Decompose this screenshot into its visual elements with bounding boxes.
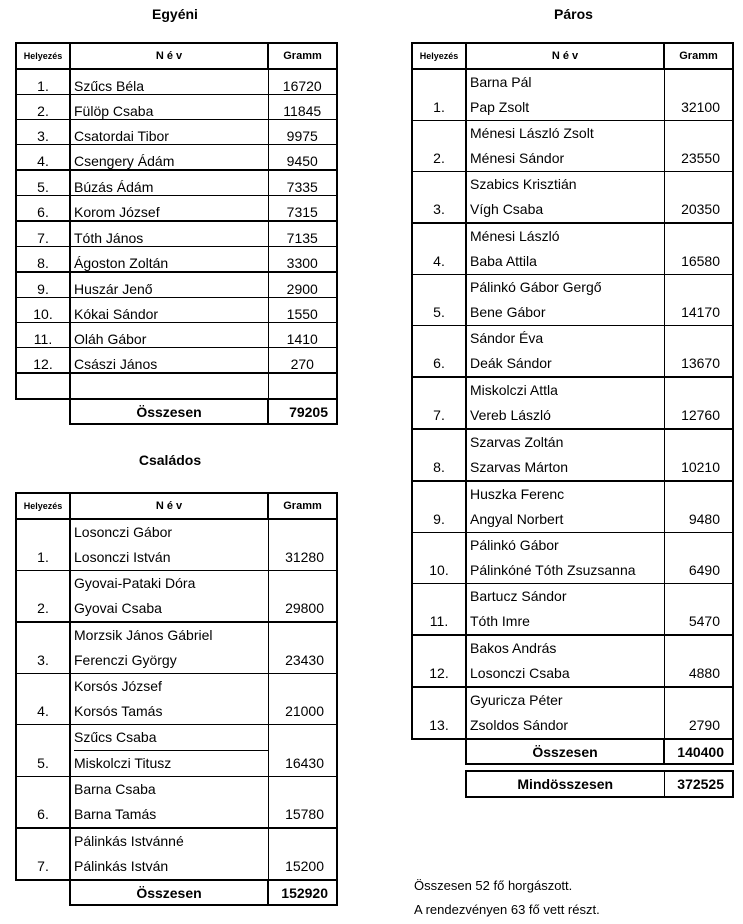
name-line-1: Pálinkó Gábor [470, 537, 559, 553]
name-line-1: Barna Pál [470, 74, 532, 90]
name-cell: Kókai Sándor [70, 298, 268, 323]
rank-cell: 10. [412, 533, 466, 584]
name-line-2: Vereb László [470, 407, 551, 423]
total-spacer [412, 739, 466, 764]
rank-cell: 6. [16, 777, 70, 829]
rank-cell: 4. [16, 674, 70, 725]
name-cell [466, 223, 664, 275]
rank-cell: 7. [412, 377, 466, 429]
name-line-1: Gyovai-Pataki Dóra [74, 575, 196, 591]
table-row [412, 687, 733, 739]
table-row [16, 272, 337, 298]
name-line-1: Pálinkó Gábor Gergő [470, 279, 602, 295]
table-row [16, 196, 337, 222]
name-cell [466, 172, 664, 224]
name-line-2: Angyal Norbert [470, 511, 564, 527]
rank-cell: 4. [412, 223, 466, 275]
name-cell [70, 373, 268, 399]
table-row [16, 828, 337, 880]
table-row [412, 69, 733, 121]
total-value: 79205 [268, 399, 337, 424]
name-cell [466, 275, 664, 326]
name-line-1: Ménesi László [470, 228, 560, 244]
gram-cell: 16720 [268, 69, 337, 95]
header-name: N é v [70, 493, 268, 519]
name-line-1: Barna Csaba [74, 781, 156, 797]
rank-cell: 8. [412, 429, 466, 481]
gram-cell: 7335 [268, 170, 337, 196]
egyeni-title: Egyéni [152, 6, 198, 22]
total-spacer [16, 399, 70, 424]
table-row [412, 172, 733, 224]
name-line-2: Pálinkóné Tóth Zsuzsanna [470, 562, 636, 578]
rank-cell: 7. [16, 221, 70, 247]
grand-total-label: Mindösszesen [466, 771, 664, 797]
gram-cell: 3300 [268, 247, 337, 273]
rank-cell: 12. [16, 348, 70, 374]
empty-row [16, 373, 337, 399]
table-row [412, 223, 733, 275]
total-label: Összesen [70, 399, 268, 424]
table-row [16, 95, 337, 120]
name-cell [70, 571, 268, 623]
name-cell [466, 635, 664, 687]
table-row [16, 348, 337, 374]
table-row [16, 323, 337, 348]
total-label: Összesen [70, 880, 268, 905]
name-cell [70, 725, 268, 777]
table-row [412, 377, 733, 429]
name-cell: Szűcs Béla [70, 69, 268, 95]
table-row [412, 326, 733, 378]
table-row [16, 69, 337, 95]
table-row [412, 275, 733, 326]
table-row [16, 221, 337, 247]
name-cell: Huszár Jenő [70, 272, 268, 298]
gram-cell: 9480 [664, 481, 733, 533]
name-line-1: Gyuricza Péter [470, 692, 563, 708]
gram-cell: 9450 [268, 145, 337, 171]
name-line-2: Losonczi Csaba [470, 665, 570, 681]
rank-cell: 5. [16, 725, 70, 777]
name-cell: Korom József [70, 196, 268, 222]
rank-cell: 6. [412, 326, 466, 378]
total-label: Összesen [466, 739, 664, 764]
gram-cell: 12760 [664, 377, 733, 429]
table-row [16, 298, 337, 323]
header-rank: Helyezés [16, 43, 70, 69]
rank-cell: 3. [16, 622, 70, 674]
name-line-1: Bakos András [470, 640, 557, 656]
gram-cell: 29800 [268, 571, 337, 623]
name-line-1: Huszka Ferenc [470, 486, 565, 502]
gram-cell: 15200 [268, 828, 337, 880]
rank-cell: 11. [412, 584, 466, 636]
name-line-1: Sándor Éva [470, 330, 544, 346]
rank-cell: 5. [412, 275, 466, 326]
rank-cell: 13. [412, 687, 466, 739]
name-cell [466, 121, 664, 172]
table-row [16, 120, 337, 145]
name-cell: Ágoston Zoltán [70, 247, 268, 273]
name-line-2: Tóth Imre [470, 613, 530, 629]
table-row [412, 533, 733, 584]
gram-cell: 11845 [268, 95, 337, 120]
gram-cell: 1550 [268, 298, 337, 323]
name-line-2: Korsós Tamás [74, 703, 163, 719]
rank-cell: 3. [412, 172, 466, 224]
name-cell: Csatordai Tibor [70, 120, 268, 145]
rank-cell: 1. [412, 69, 466, 121]
table-header-row [16, 43, 337, 69]
gram-cell: 1410 [268, 323, 337, 348]
table-row [16, 145, 337, 171]
gram-cell: 23550 [664, 121, 733, 172]
name-cell [70, 777, 268, 829]
gram-cell: 7315 [268, 196, 337, 222]
name-line-1: Morzsik János Gábriel [74, 627, 213, 643]
gram-cell: 14170 [664, 275, 733, 326]
rank-cell [16, 373, 70, 399]
gram-cell: 15780 [268, 777, 337, 829]
total-row [412, 739, 733, 764]
grand-total-value: 372525 [664, 771, 733, 797]
gram-cell: 16430 [268, 725, 337, 777]
gram-cell: 32100 [664, 69, 733, 121]
name-line-2: Gyovai Csaba [74, 600, 162, 616]
table-row [16, 622, 337, 674]
rank-cell: 9. [412, 481, 466, 533]
table-row [412, 121, 733, 172]
name-cell: Csengery Ádám [70, 145, 268, 171]
rank-cell: 2. [16, 571, 70, 623]
rank-cell: 2. [412, 121, 466, 172]
table-row [412, 429, 733, 481]
rank-cell: 1. [16, 519, 70, 571]
name-cell: Fülöp Csaba [70, 95, 268, 120]
name-line-2: Pálinkás István [74, 858, 169, 874]
name-cell [466, 326, 664, 378]
rank-cell: 3. [16, 120, 70, 145]
total-row [16, 399, 337, 424]
name-line-1: Bartucz Sándor [470, 588, 567, 604]
name-line-2: Barna Tamás [74, 806, 157, 822]
table-header-row [16, 493, 337, 519]
header-name: N é v [70, 43, 268, 69]
name-cell [466, 584, 664, 636]
total-value: 152920 [268, 880, 337, 905]
paros-table [411, 42, 734, 765]
table-row [412, 635, 733, 687]
name-line-2: Bene Gábor [470, 304, 546, 320]
rank-cell: 1. [16, 69, 70, 95]
name-line-1: Ménesi László Zsolt [470, 125, 594, 141]
table-row [16, 247, 337, 273]
name-line-1: Szarvas Zoltán [470, 434, 564, 450]
grand-total-table [465, 770, 734, 798]
table-row [16, 170, 337, 196]
rank-cell: 12. [412, 635, 466, 687]
gram-cell: 16580 [664, 223, 733, 275]
name-cell: Búzás Ádám [70, 170, 268, 196]
rank-cell: 2. [16, 95, 70, 120]
table-row [16, 725, 337, 777]
gram-cell: 23430 [268, 622, 337, 674]
name-line-1: Szabics Krisztián [470, 176, 577, 192]
name-line-2: Ménesi Sándor [470, 150, 565, 166]
name-cell [466, 481, 664, 533]
csalados-table [15, 492, 338, 906]
gram-cell: 20350 [664, 172, 733, 224]
name-cell [70, 622, 268, 674]
header-rank: Helyezés [16, 493, 70, 519]
gram-cell: 31280 [268, 519, 337, 571]
gram-cell: 4880 [664, 635, 733, 687]
total-spacer [16, 880, 70, 905]
name-cell [70, 674, 268, 725]
name-cell: Császi János [70, 348, 268, 374]
table-row [412, 481, 733, 533]
rank-cell: 8. [16, 247, 70, 273]
gram-cell: 2900 [268, 272, 337, 298]
table-row [16, 571, 337, 623]
rank-cell: 10. [16, 298, 70, 323]
name-cell [466, 429, 664, 481]
gram-cell: 2790 [664, 687, 733, 739]
gram-cell: 270 [268, 348, 337, 374]
table-row [412, 584, 733, 636]
egyeni-table [15, 42, 338, 425]
gram-cell: 6490 [664, 533, 733, 584]
rank-cell: 11. [16, 323, 70, 348]
csalados-title: Családos [138, 452, 202, 468]
header-gram: Gramm [268, 493, 337, 519]
paros-title: Páros [554, 6, 593, 22]
name-cell [70, 828, 268, 880]
note-participants-total: A rendezvényen 63 fő vett részt. [414, 902, 600, 917]
name-cell [70, 519, 268, 571]
name-line-1: Korsós József [74, 678, 162, 694]
name-line-1: Szűcs Csaba [74, 725, 268, 751]
header-gram: Gramm [664, 43, 733, 69]
name-cell: Oláh Gábor [70, 323, 268, 348]
name-line-1: Losonczi Gábor [74, 524, 173, 540]
name-line-1: Pálinkás Istvánné [74, 833, 184, 849]
name-cell [466, 377, 664, 429]
total-row [16, 880, 337, 905]
header-gram: Gramm [268, 43, 337, 69]
gram-cell: 13670 [664, 326, 733, 378]
name-line-2: Losonczi István [74, 549, 171, 565]
name-line-2: Ferenczi György [74, 652, 177, 668]
name-line-2: Baba Attila [470, 253, 537, 269]
name-cell [466, 533, 664, 584]
header-name: N é v [466, 43, 664, 69]
name-cell [466, 687, 664, 739]
name-line-2: Pap Zsolt [470, 99, 530, 115]
table-row [16, 674, 337, 725]
table-header-row [412, 43, 733, 69]
gram-cell: 7135 [268, 221, 337, 247]
name-cell: Tóth János [70, 221, 268, 247]
gram-cell: 10210 [664, 429, 733, 481]
rank-cell: 9. [16, 272, 70, 298]
name-line-2: Deák Sándor [470, 355, 552, 371]
rank-cell: 7. [16, 828, 70, 880]
name-line-1: Miskolczi Attla [470, 382, 558, 398]
gram-cell: 5470 [664, 584, 733, 636]
name-line-2: Szarvas Márton [470, 459, 569, 475]
header-rank: Helyezés [412, 43, 466, 69]
name-line-2: Vígh Csaba [470, 201, 544, 217]
name-line-2: Miskolczi Titusz [74, 755, 172, 771]
name-cell [466, 69, 664, 121]
rank-cell: 4. [16, 145, 70, 171]
gram-cell: 9975 [268, 120, 337, 145]
rank-cell: 6. [16, 196, 70, 222]
rank-cell: 5. [16, 170, 70, 196]
name-line-2: Zsoldos Sándor [470, 717, 569, 733]
total-value: 140400 [664, 739, 733, 764]
table-row [16, 777, 337, 829]
table-row [16, 519, 337, 571]
gram-cell: 21000 [268, 674, 337, 725]
note-participants-fishing: Összesen 52 fő horgászott. [414, 878, 573, 893]
gram-cell [268, 373, 337, 399]
